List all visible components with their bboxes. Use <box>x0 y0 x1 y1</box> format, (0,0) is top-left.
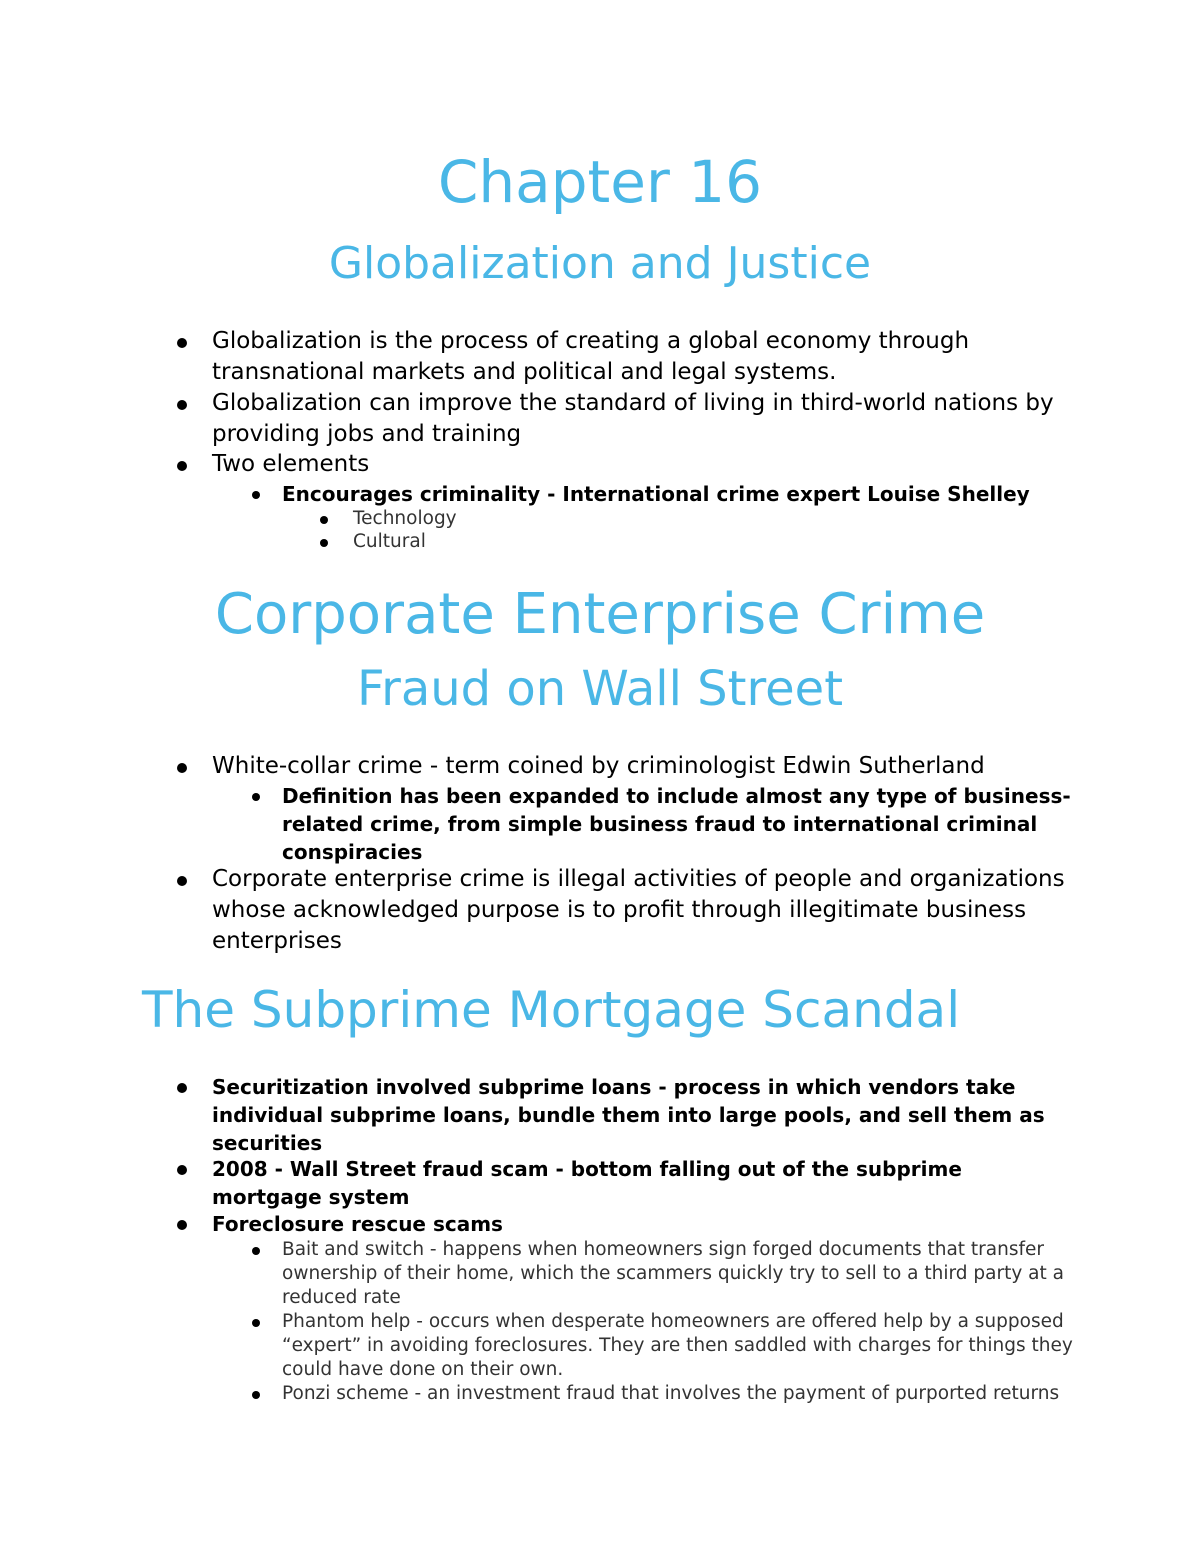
bullet-icon <box>252 1247 260 1255</box>
bullet-icon <box>252 1391 260 1399</box>
bullet-icon <box>177 461 187 471</box>
list-item: Two elements <box>212 449 1072 480</box>
sub-list-item: Definition has been expanded to include almost any type of business-related crime, from simple business fraud to international criminal conspiracies <box>282 782 1072 866</box>
corporate-title: Corporate Enterprise Crime <box>214 582 986 647</box>
list-item: Globalization can improve the standard of living in third-world nations by providing jobs and training <box>212 388 1072 450</box>
bullet-icon <box>320 539 328 547</box>
bullet-icon <box>252 1319 260 1327</box>
chapter-title: Chapter 16 <box>437 148 763 216</box>
list-item: 2008 - Wall Street fraud scam - bottom falling out of the subprime mortgage system <box>212 1155 1072 1211</box>
sub-sub-list-item: Technology <box>353 507 753 531</box>
sub-list-item: Encourages criminality - International crime expert Louise Shelley <box>282 480 1072 508</box>
list-item: Foreclosure rescue scams <box>212 1210 1072 1238</box>
list-item: Globalization is the process of creating a global economy through transnational markets and political and legal systems. <box>212 326 1072 388</box>
bullet-icon <box>177 338 187 348</box>
bullet-icon <box>177 400 187 410</box>
bullet-icon <box>177 763 187 773</box>
sub-list-item: Ponzi scheme - an investment fraud that involves the payment of purported returns <box>282 1382 1082 1406</box>
subprime-title: The Subprime Mortgage Scandal <box>142 981 961 1039</box>
sub-list-item: Phantom help - occurs when desperate homeowners are offered help by a supposed “expert” in avoiding foreclosures. They are then saddled with charges for things they could have done on their own. <box>282 1310 1082 1382</box>
chapter-subtitle: Globalization and Justice <box>328 238 872 289</box>
bullet-icon <box>177 1220 187 1230</box>
bullet-icon <box>320 516 328 524</box>
sub-list-item: Bait and switch - happens when homeowners sign forged documents that transfer ownership of their home, which the scammers quickly try to sell to a third party at a reduced rate <box>282 1238 1082 1310</box>
bullet-icon <box>252 491 260 499</box>
list-item: Securitization involved subprime loans - process in which vendors take individual subprime loans, bundle them into large pools, and sell them as securities <box>212 1073 1072 1157</box>
bullet-icon <box>252 793 260 801</box>
bullet-icon <box>177 876 187 886</box>
list-item: Corporate enterprise crime is illegal activities of people and organizations whose acknowledged purpose is to profit through illegitimate business enterprises <box>212 864 1072 957</box>
bullet-icon <box>177 1083 187 1093</box>
corporate-subtitle: Fraud on Wall Street <box>356 661 844 717</box>
sub-sub-list-item: Cultural <box>353 530 753 554</box>
bullet-icon <box>177 1165 187 1175</box>
list-item: White-collar crime - term coined by criminologist Edwin Sutherland <box>212 751 1072 782</box>
